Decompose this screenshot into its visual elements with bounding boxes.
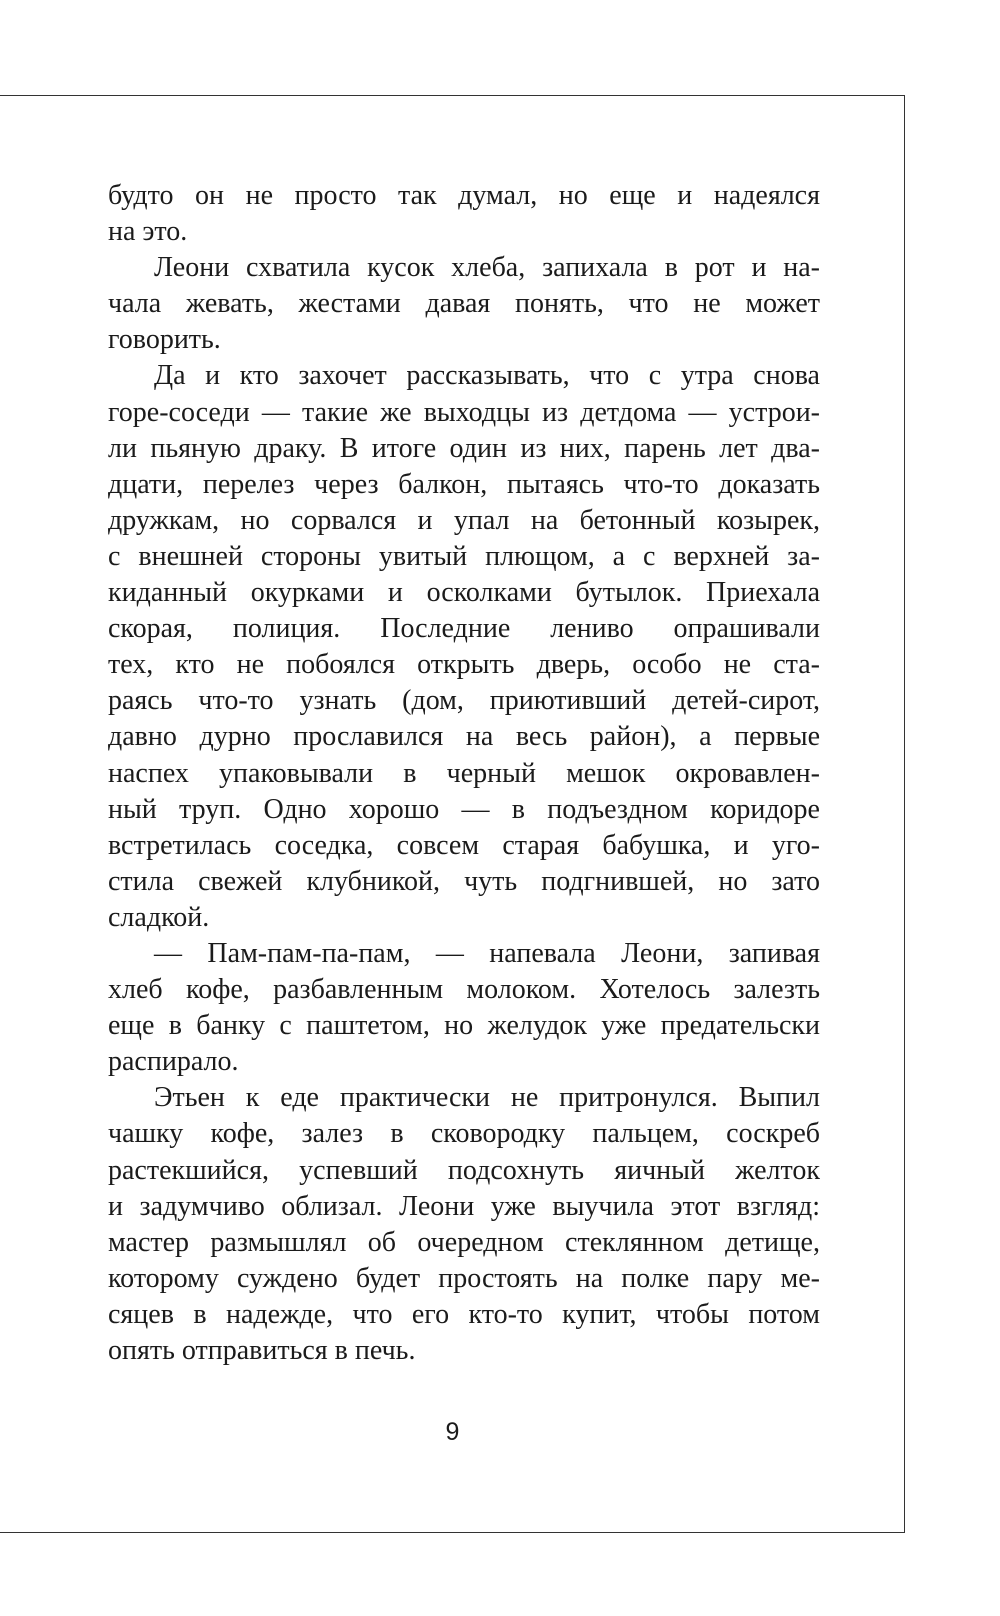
text-line: стила свежей клубникой, чуть подгнившей, но зато bbox=[108, 865, 820, 897]
text-line: ли пьяную драку. В итоге один из них, парень лет два- bbox=[108, 432, 820, 464]
text-line: мастер размышлял об очередном стеклянном детище, bbox=[108, 1226, 820, 1258]
text-line: давно дурно прославился на весь район), а первые bbox=[108, 721, 820, 753]
paragraph bbox=[108, 936, 820, 1080]
text-line: наспех упаковывали в черный мешок окровавлен- bbox=[108, 757, 820, 789]
page-number: 9 bbox=[445, 1418, 460, 1446]
text-line: сладкой. bbox=[108, 901, 210, 933]
text-line: киданный окурками и осколками бутылок. Приехала bbox=[108, 577, 820, 609]
text-line: раясь что-то узнать (дом, приютивший детей-сирот, bbox=[108, 685, 820, 717]
text-line: Да и кто захочет рассказывать, что с утра снова bbox=[154, 360, 820, 392]
text-line: Леони схватила кусок хлеба, запихала в рот и на- bbox=[154, 252, 820, 284]
text-line: будто он не просто так думал, но еще и надеялся bbox=[108, 180, 820, 211]
text-line: говорить. bbox=[108, 324, 221, 356]
text-line: Этьен к еде практически не притронулся. Выпил bbox=[154, 1082, 820, 1114]
text-line: растекшийся, успевший подсохнуть яичный желток bbox=[108, 1154, 820, 1186]
text-line: опять отправиться в печь. bbox=[108, 1335, 416, 1366]
text-line: с внешней стороны увитый плющом, а с верхней за- bbox=[108, 540, 820, 572]
paragraph bbox=[108, 250, 820, 358]
body-text bbox=[108, 178, 820, 1369]
text-line: и задумчиво облизал. Леони уже выучила этот взгляд: bbox=[108, 1190, 820, 1222]
text-line: горе-соседи — такие же выходцы из детдома — устрои- bbox=[108, 396, 820, 428]
text-line: ный труп. Одно хорошо — в подъездном коридоре bbox=[108, 793, 820, 825]
text-line: чала жевать, жестами давая понять, что не может bbox=[108, 288, 820, 320]
paragraph bbox=[108, 1080, 820, 1369]
paragraph bbox=[108, 178, 820, 250]
text-line: дцати, перелез через балкон, пытаясь что-то доказать bbox=[108, 468, 820, 500]
text-line: дружкам, но сорвался и упал на бетонный козырек, bbox=[108, 504, 820, 536]
text-line: сяцев в надежде, что его кто-то купит, чтобы потом bbox=[108, 1298, 820, 1330]
text-line: — Пам-пам-па-пам, — напевала Леони, запивая bbox=[154, 937, 820, 969]
text-line: чашку кофе, залез в сковородку пальцем, соскреб bbox=[108, 1118, 820, 1150]
text-line: на это. bbox=[108, 216, 188, 248]
text-line: распирало. bbox=[108, 1046, 239, 1078]
text-line: еще в банку с паштетом, но желудок уже предательски bbox=[108, 1010, 820, 1042]
text-line: скорая, полиция. Последние лениво опрашивали bbox=[108, 613, 820, 645]
text-line: тех, кто не побоялся открыть дверь, особо не ста- bbox=[108, 649, 820, 681]
paragraph bbox=[108, 358, 820, 936]
text-line: которому суждено будет простоять на полке пару ме- bbox=[108, 1262, 820, 1294]
text-line: хлеб кофе, разбавленным молоком. Хотелось залезть bbox=[108, 974, 820, 1006]
text-line: встретилась соседка, совсем старая бабушка, и уго- bbox=[108, 829, 820, 861]
